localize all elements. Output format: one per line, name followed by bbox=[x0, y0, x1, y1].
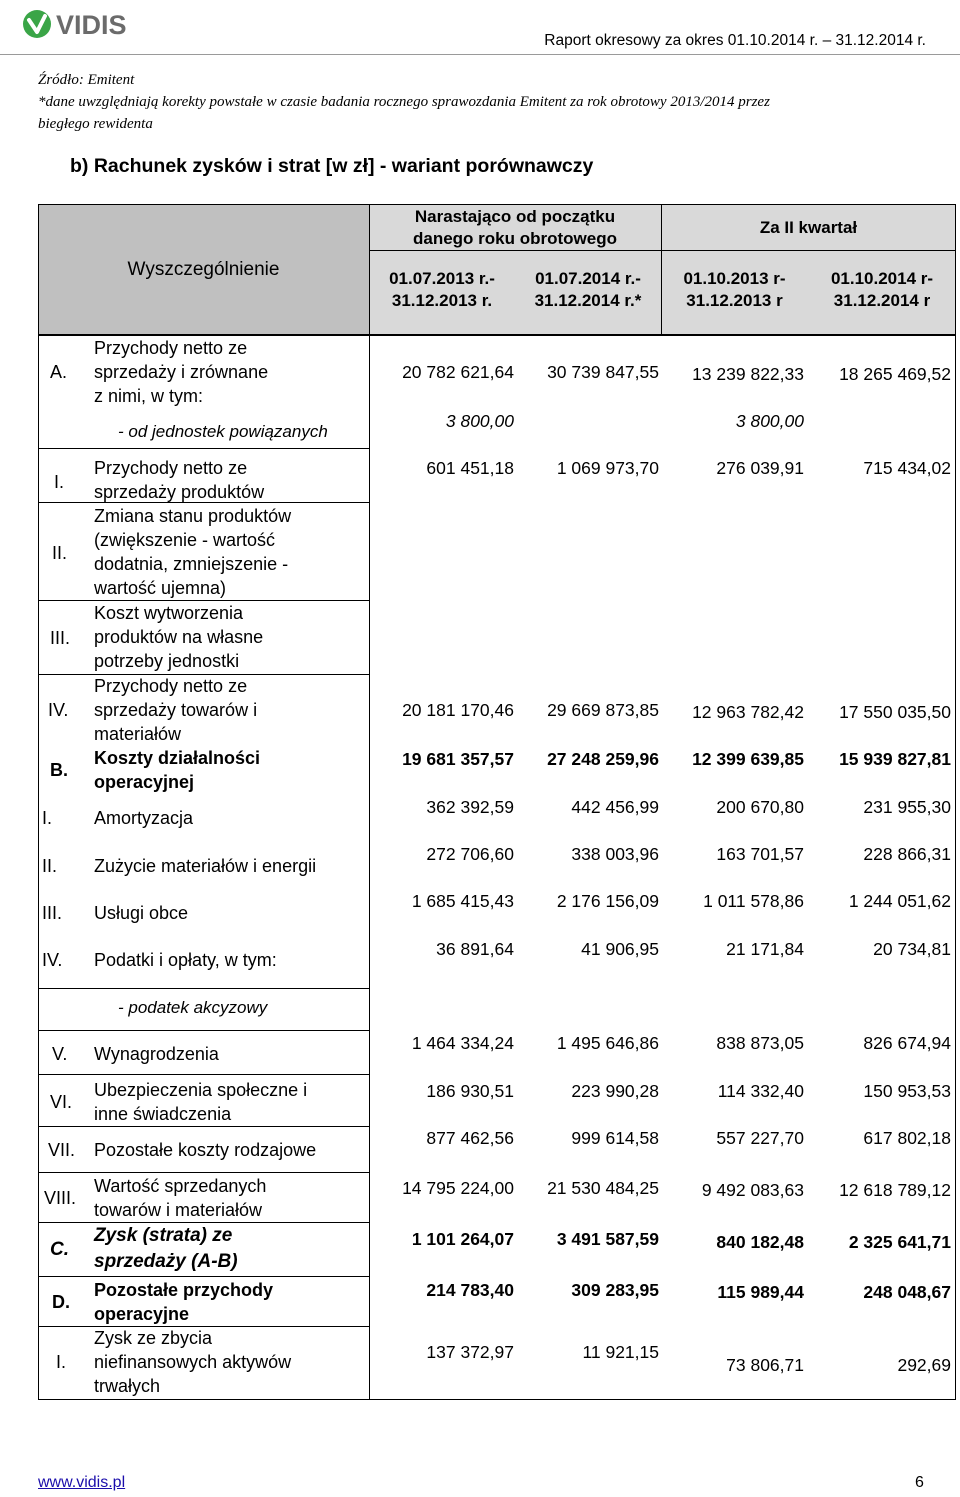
row-a-val-3: 13 239 822,33 bbox=[692, 364, 804, 384]
row-b-vii-val-2: 999 614,58 bbox=[571, 1128, 659, 1148]
row-b-v-label: Wynagrodzenia bbox=[94, 1044, 219, 1064]
row-b-iv-val-4: 20 734,81 bbox=[873, 939, 951, 959]
source-note-line1: *dane uwzględniają korekty powstałe w czasie badania rocznego sprawozdania Emitent za rok obrotowy 2013/2014 przez bbox=[38, 94, 770, 110]
row-a-val-1: 20 782 621,64 bbox=[402, 362, 514, 382]
row-b-label-1: Koszty działalności bbox=[94, 748, 261, 768]
row-a-iv-code: IV. bbox=[48, 700, 69, 720]
row-a-iv-val-4: 17 550 035,50 bbox=[839, 702, 951, 722]
row-b-vii-val-3: 557 227,70 bbox=[716, 1128, 804, 1148]
row-b-ii-val-4: 228 866,31 bbox=[863, 844, 951, 864]
row-b-val-3: 12 399 639,85 bbox=[692, 749, 804, 769]
row-a-i-val-1: 601 451,18 bbox=[426, 458, 514, 478]
row-b-iii-label: Usługi obce bbox=[94, 903, 189, 923]
header-period-4-line1: 01.10.2014 r- bbox=[830, 269, 934, 288]
row-b-vii-val-1: 877 462,56 bbox=[426, 1128, 514, 1148]
row-b-iii-code: III. bbox=[42, 903, 63, 923]
row-b-iv-label: Podatki i opłaty, w tym: bbox=[94, 950, 277, 970]
row-b-val-4: 15 939 827,81 bbox=[839, 749, 951, 769]
row-b-i-val-1: 362 392,59 bbox=[426, 797, 514, 817]
row-b-ii-val-2: 338 003,96 bbox=[571, 844, 659, 864]
row-a-val-4: 18 265 469,52 bbox=[839, 364, 951, 384]
svg-text:VIDIS: VIDIS bbox=[56, 10, 127, 40]
row-b-v-val-3: 838 873,05 bbox=[716, 1033, 804, 1053]
row-a-ii-label-2: (zwiększenie - wartość bbox=[94, 530, 276, 550]
row-b-label-2: operacyjnej bbox=[94, 772, 195, 792]
row-b-iv-code: IV. bbox=[42, 950, 63, 970]
row-b-viii-label-2: towarów i materiałów bbox=[94, 1200, 263, 1220]
row-a-code: A. bbox=[50, 362, 68, 382]
row-b-vi-val-2: 223 990,28 bbox=[571, 1081, 659, 1101]
row-a-ii-code: II. bbox=[52, 543, 68, 563]
row-b-viii-label-1: Wartość sprzedanych bbox=[94, 1176, 267, 1196]
header-quarter: Za II kwartał bbox=[759, 218, 858, 237]
row-b-i-label: Amortyzacja bbox=[94, 808, 194, 828]
row-b-iii-val-2: 2 176 156,09 bbox=[556, 891, 659, 911]
header-description: Wyszczególnienie bbox=[127, 259, 280, 280]
row-a-iii-label-1: Koszt wytworzenia bbox=[94, 603, 244, 623]
row-d-i-val-1: 137 372,97 bbox=[426, 1342, 514, 1362]
row-c-val-2: 3 491 587,59 bbox=[556, 1229, 659, 1249]
row-b-v-val-4: 826 674,94 bbox=[863, 1033, 951, 1053]
row-d-i-val-2: 11 921,15 bbox=[582, 1342, 659, 1362]
row-a-sub-val-3: 3 800,00 bbox=[735, 411, 804, 431]
row-b-iii-val-3: 1 011 578,86 bbox=[703, 891, 804, 911]
row-b-vi-label-2: inne świadczenia bbox=[94, 1104, 232, 1124]
row-b-vi-val-3: 114 332,40 bbox=[717, 1081, 804, 1101]
row-b-ii-label: Zużycie materiałów i energii bbox=[94, 856, 317, 876]
row-a-i-code: I. bbox=[54, 472, 65, 492]
row-a-sub-label: - od jednostek powiązanych bbox=[118, 422, 328, 441]
header-period-1-line2: 31.12.2013 r. bbox=[391, 291, 493, 310]
row-b-vi-label-1: Ubezpieczenia społeczne i bbox=[94, 1080, 308, 1100]
row-b-val-1: 19 681 357,57 bbox=[402, 749, 514, 769]
row-b-viii-val-2: 21 530 484,25 bbox=[547, 1178, 659, 1198]
row-d-i-val-3: 73 806,71 bbox=[726, 1355, 804, 1375]
row-b-vii-val-4: 617 802,18 bbox=[863, 1128, 951, 1148]
row-a-ii-label-1: Zmiana stanu produktów bbox=[94, 506, 292, 526]
row-b-viii-val-3: 9 492 083,63 bbox=[701, 1180, 804, 1200]
row-a-i-val-3: 276 039,91 bbox=[716, 458, 804, 478]
row-b-v-val-1: 1 464 334,24 bbox=[411, 1033, 514, 1053]
row-a-iii-label-3: potrzeby jednostki bbox=[94, 651, 240, 671]
row-b-vi-val-4: 150 953,53 bbox=[863, 1081, 951, 1101]
row-b-ii-val-1: 272 706,60 bbox=[426, 844, 514, 864]
vidis-logo-mark bbox=[22, 6, 142, 42]
row-d-i-label-3: trwałych bbox=[94, 1376, 161, 1396]
row-c-label-1: Zysk (strata) ze bbox=[94, 1225, 233, 1246]
header-period-3-line2: 31.12.2013 r bbox=[686, 291, 783, 310]
row-a-iii-label-2: produktów na własne bbox=[94, 627, 264, 647]
row-a-iv-label-3: materiałów bbox=[94, 724, 182, 744]
row-b-vii-label: Pozostałe koszty rodzajowe bbox=[94, 1140, 317, 1160]
row-a-iv-val-2: 29 669 873,85 bbox=[547, 700, 659, 720]
row-b-val-2: 27 248 259,96 bbox=[547, 749, 659, 769]
row-b-iv-val-2: 41 906,95 bbox=[581, 939, 659, 959]
row-b-iv-val-3: 21 171,84 bbox=[726, 939, 804, 959]
row-d-i-code: I. bbox=[56, 1352, 67, 1372]
row-c-val-4: 2 325 641,71 bbox=[848, 1232, 951, 1252]
row-a-i-val-4: 715 434,02 bbox=[863, 458, 951, 478]
row-a-i-val-2: 1 069 973,70 bbox=[556, 458, 659, 478]
row-d-val-1: 214 783,40 bbox=[426, 1280, 514, 1300]
header-cumulative-line1: Narastająco od początku bbox=[414, 207, 616, 226]
header-period-1-line1: 01.07.2013 r.- bbox=[389, 269, 495, 288]
row-b-vi-code: VI. bbox=[50, 1092, 73, 1112]
row-a-iv-label-1: Przychody netto ze bbox=[94, 676, 248, 696]
row-b-i-code: I. bbox=[42, 808, 53, 828]
row-a-ii-label-4: wartość ujemna) bbox=[94, 578, 227, 598]
row-b-code: B. bbox=[50, 760, 68, 780]
header-period-2-line2: 31.12.2014 r.* bbox=[534, 291, 642, 310]
row-b-v-code: V. bbox=[52, 1044, 68, 1064]
row-d-i-label-2: niefinansowych aktywów bbox=[94, 1352, 292, 1372]
row-b-ii-code: II. bbox=[42, 856, 58, 876]
row-d-val-3: 115 989,44 bbox=[717, 1282, 804, 1302]
header-period-3-line1: 01.10.2013 r- bbox=[683, 269, 786, 288]
row-d-label-2: operacyjne bbox=[94, 1304, 190, 1324]
row-c-code: C. bbox=[50, 1239, 69, 1260]
row-a-i-label-2: sprzedaży produktów bbox=[94, 482, 265, 502]
header-divider bbox=[0, 54, 960, 55]
row-d-i-val-4: 292,69 bbox=[897, 1355, 951, 1375]
header-period-2-line1: 01.07.2014 r.- bbox=[535, 269, 641, 288]
row-a-ii-label-3: dodatnia, zmniejszenie - bbox=[94, 554, 289, 574]
row-b-v-val-2: 1 495 646,86 bbox=[556, 1033, 659, 1053]
row-b-iv-sub-label: - podatek akcyzowy bbox=[118, 998, 268, 1017]
row-b-iii-val-1: 1 685 415,43 bbox=[411, 891, 514, 911]
row-a-label-1: Przychody netto ze bbox=[94, 338, 248, 358]
row-a-i-label-1: Przychody netto ze bbox=[94, 458, 248, 478]
section-heading: b) Rachunek zysków i strat [w zł] - wariant porównawczy bbox=[70, 155, 594, 177]
profit-loss-table bbox=[38, 204, 956, 1400]
row-a-iv-val-1: 20 181 170,46 bbox=[402, 700, 514, 720]
header-cumulative-line2: danego roku obrotowego bbox=[413, 229, 617, 248]
row-a-sub-val-1: 3 800,00 bbox=[445, 411, 514, 431]
report-title: Raport okresowy za okres 01.10.2014 r. – 31.12.2014 r. bbox=[544, 32, 926, 49]
row-a-iv-label-2: sprzedaży towarów i bbox=[94, 700, 258, 720]
row-b-ii-val-3: 163 701,57 bbox=[716, 844, 804, 864]
row-b-iv-val-1: 36 891,64 bbox=[436, 939, 514, 959]
row-b-viii-code: VIII. bbox=[44, 1188, 77, 1208]
row-b-vi-val-1: 186 930,51 bbox=[426, 1081, 514, 1101]
row-b-viii-val-1: 14 795 224,00 bbox=[402, 1178, 514, 1198]
header-period-4-line2: 31.12.2014 r bbox=[833, 291, 931, 310]
row-d-val-2: 309 283,95 bbox=[571, 1280, 659, 1300]
page-number: 6 bbox=[915, 1474, 924, 1491]
row-b-i-val-2: 442 456,99 bbox=[571, 797, 659, 817]
row-a-label-3: z nimi, w tym: bbox=[94, 386, 204, 406]
row-d-code: D. bbox=[52, 1292, 70, 1312]
row-a-iv-val-3: 12 963 782,42 bbox=[692, 702, 804, 722]
row-b-viii-val-4: 12 618 789,12 bbox=[839, 1180, 951, 1200]
row-c-val-1: 1 101 264,07 bbox=[411, 1229, 514, 1249]
row-a-iii-code: III. bbox=[50, 628, 71, 648]
row-b-i-val-4: 231 955,30 bbox=[863, 797, 951, 817]
row-a-val-2: 30 739 847,55 bbox=[547, 362, 659, 382]
row-d-i-label-1: Zysk ze zbycia bbox=[94, 1328, 213, 1348]
row-b-vii-code: VII. bbox=[48, 1140, 76, 1160]
row-b-i-val-3: 200 670,80 bbox=[716, 797, 804, 817]
source-note-line2: biegłego rewidenta bbox=[38, 116, 153, 132]
row-d-label-1: Pozostałe przychody bbox=[94, 1280, 274, 1300]
row-c-label-2: sprzedaży (A-B) bbox=[94, 1251, 238, 1272]
row-d-val-4: 248 048,67 bbox=[863, 1282, 951, 1302]
source-label: Źródło: Emitent bbox=[38, 72, 135, 88]
vidis-logo bbox=[22, 6, 142, 42]
row-b-iii-val-4: 1 244 051,62 bbox=[848, 891, 951, 911]
row-c-val-3: 840 182,48 bbox=[716, 1232, 804, 1252]
footer-website-link[interactable]: www.vidis.pl bbox=[38, 1474, 126, 1491]
row-a-label-2: sprzedaży i zrównane bbox=[94, 362, 269, 382]
